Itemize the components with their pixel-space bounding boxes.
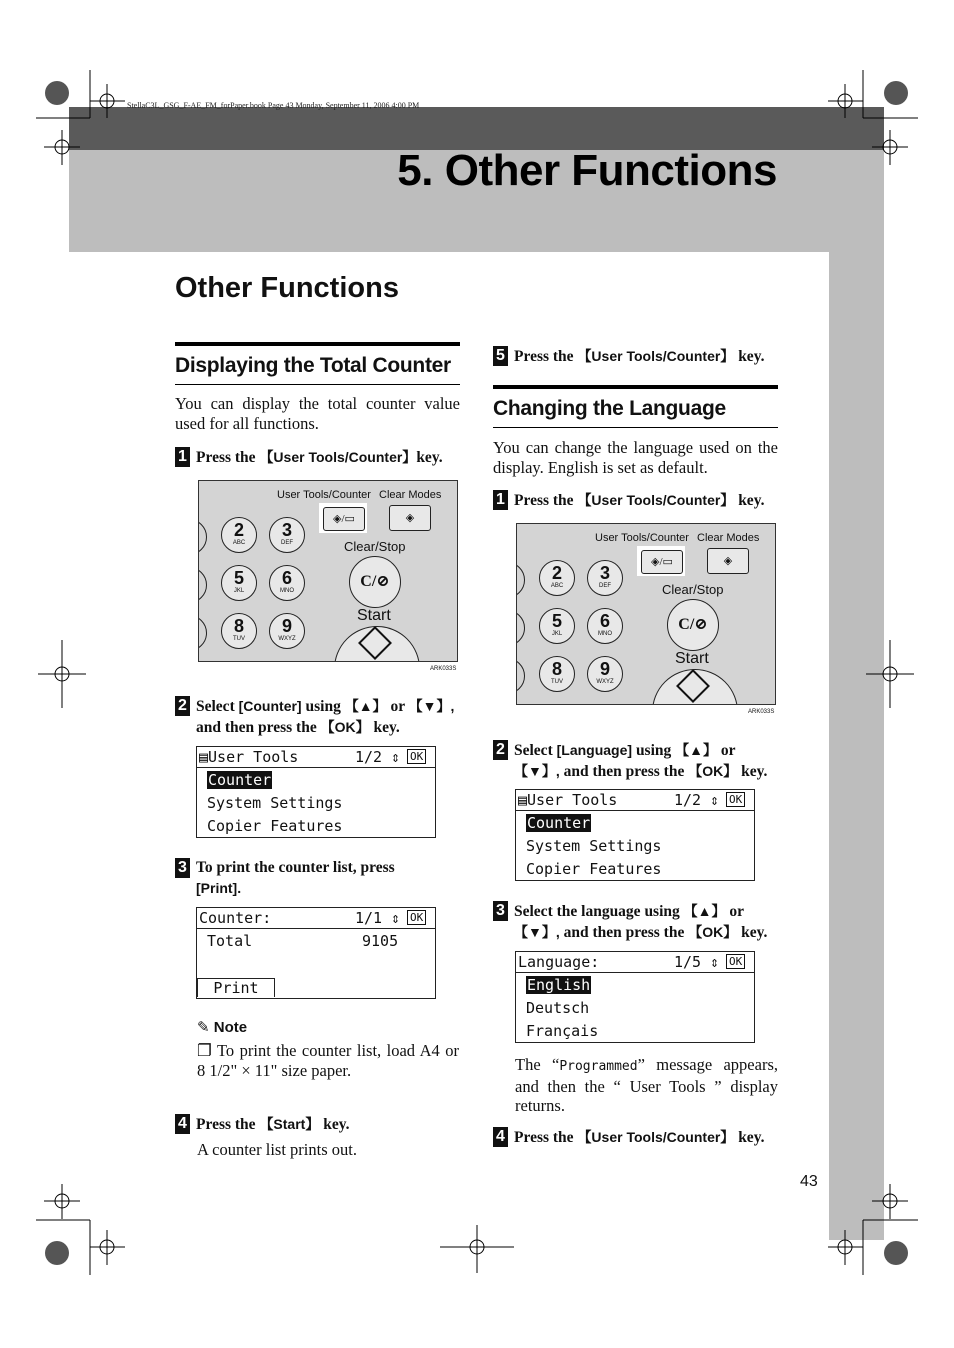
pencil-icon: ✎: [197, 1019, 210, 1036]
key-3: 3 DEF: [269, 517, 305, 553]
left-heading: Displaying the Total Counter: [175, 342, 460, 385]
key-6: 6 MNO: [269, 565, 305, 601]
key-2: 2 ABC: [221, 517, 257, 553]
lcd-selected-item: Counter: [208, 771, 272, 789]
right-step-4: 4 Press the 【User Tools/Counter】 key.: [493, 1127, 783, 1148]
chapter-title: 5. Other Functions: [397, 146, 777, 195]
left-intro: You can display the total counter value used for all functions.: [175, 394, 460, 433]
left-step-3: 3 To print the counter list, press [Print].: [175, 858, 465, 899]
lcd-language: Language: 1/5 ⇕ OK English Deutsch Français: [515, 951, 755, 1043]
clear-stop-key-icon: C/⊘: [349, 556, 401, 608]
user-tools-counter-key-icon: ◈/▭: [641, 550, 683, 574]
page-number: 43: [800, 1173, 818, 1190]
right-step-5: 5 Press the 【User Tools/Counter】 key.: [493, 346, 783, 367]
clear-modes-key-icon: ◈: [707, 548, 749, 574]
crop-mark-mr: [866, 640, 914, 708]
lcd-user-tools-2: ▤User Tools 1/2 ⇕ OK Counter System Settings Copier Features: [515, 789, 755, 881]
key-2: 2 ABC: [539, 560, 575, 596]
right-intro: You can change the language used on the display. English is set as default.: [493, 438, 778, 477]
note-text: ❐ To print the counter list, load A4 or 8 1/2" × 11" size paper.: [197, 1041, 460, 1080]
lcd-print-softkey: Print: [197, 978, 275, 997]
left-step-4: 4 Press the 【Start】 key.: [175, 1114, 465, 1135]
user-tools-counter-key-icon: ◈/▭: [323, 507, 365, 531]
right-step-3: 3 Select the language using 【▲】 or 【▼】, and then press the 【OK】 key.: [493, 901, 783, 943]
right-heading: Changing the Language: [493, 385, 778, 428]
color-target-br: [884, 1241, 908, 1265]
left-step-1: 1 Press the 【User Tools/Counter】key.: [175, 447, 465, 468]
control-panel-image: User Tools/Counter Clear Modes ◈/▭ ◈ Clear/Stop C/⊘ Start 2 ABC 3 DEF 5 JKL 6 MNO 8 TUV 9 WXYZ: [198, 480, 458, 662]
file-info: StellaC3L_GSG_F-AE_FM_forPaper.book Page 43 Monday, September 11, 2006 4:00 PM: [127, 101, 420, 110]
key-5: 5 JKL: [539, 608, 575, 644]
clear-modes-key-icon: ◈: [389, 505, 431, 531]
control-panel-image-2: User Tools/Counter Clear Modes ◈/▭ ◈ Clear/Stop C/⊘ Start 2 ABC 3 DEF 5 JKL 6 MNO 8 TUV 9 WXYZ: [516, 523, 776, 705]
crop-mark-bc: [440, 1225, 514, 1273]
right-step-2: 2 Select [Language] using 【▲】 or 【▼】, and then press the 【OK】 key.: [493, 740, 783, 782]
step-number: 1: [175, 447, 190, 467]
right-step-1: 1 Press the 【User Tools/Counter】 key.: [493, 490, 783, 511]
programmed-message: The “Programmed” message appears, and then the “ User Tools ” display returns.: [515, 1055, 778, 1115]
lcd-user-tools: ▤User Tools 1/2 ⇕ OK Counter System Settings Copier Features: [196, 746, 436, 838]
left-step-2: 2 Select [Counter] using 【▲】 or 【▼】, and then press the 【OK】 key.: [175, 696, 465, 738]
checkbox-bullet-icon: ❐: [197, 1041, 212, 1060]
note-title: ✎ Note: [197, 1019, 248, 1036]
crop-mark-tr: [828, 70, 918, 165]
image-code-2: ARK033S: [748, 709, 775, 715]
clear-stop-key-icon: C/⊘: [667, 599, 719, 651]
key-5: 5 JKL: [221, 565, 257, 601]
color-target-tr: [884, 81, 908, 105]
key-8: 8 TUV: [221, 613, 257, 649]
crop-mark-ml: [38, 640, 86, 708]
color-target-bl: [45, 1241, 69, 1265]
section-title: Other Functions: [175, 272, 399, 304]
step-4-result: A counter list prints out.: [197, 1140, 357, 1159]
key-8: 8 TUV: [539, 656, 575, 692]
image-code: ARK033S: [430, 666, 457, 672]
key-9: 9 WXYZ: [587, 656, 623, 692]
key-9: 9 WXYZ: [269, 613, 305, 649]
lcd-counter: Counter: 1/1 ⇕ OK Total 9105 Print: [196, 907, 436, 999]
key-3: 3 DEF: [587, 560, 623, 596]
key-6: 6 MNO: [587, 608, 623, 644]
color-target-tl: [45, 81, 69, 105]
